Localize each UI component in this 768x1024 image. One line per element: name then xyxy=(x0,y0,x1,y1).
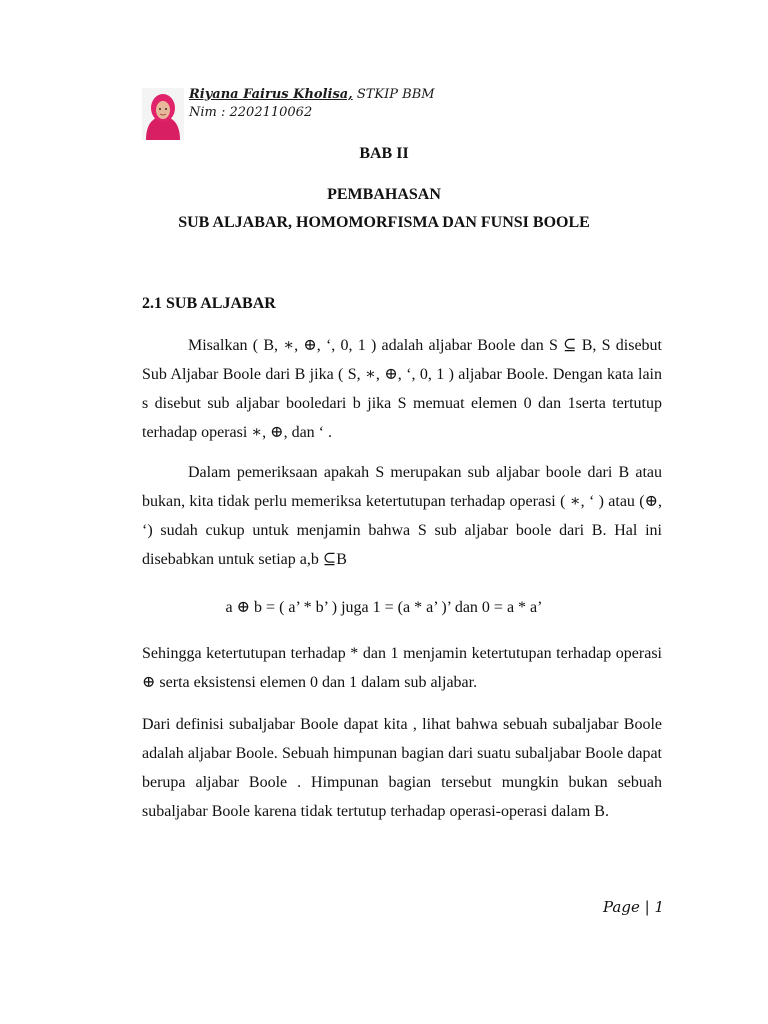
institution: STKIP BBM xyxy=(352,87,435,102)
author-lines xyxy=(189,86,435,122)
section-heading: 2.1 SUB ALJABAR xyxy=(142,295,276,312)
paragraph-definition xyxy=(142,331,662,447)
paragraph-closure xyxy=(142,458,662,574)
author-line xyxy=(189,86,435,104)
student-number: Nim : 2202110062 xyxy=(189,105,313,120)
chapter-subtitle: SUB ALJABAR, HOMOMORFISMA DAN FUNSI BOOLE xyxy=(178,214,590,231)
author-header xyxy=(142,86,542,140)
paragraph-conclusion: Dari definisi subaljabar Boole dapat kita , lihat bahwa sebuah subaljabar Boole adalah aljabar Boole. Sebuah himpunan bagian dari suatu subaljabar Boole dapat berupa aljabar Boole . Himpunan bagian tersebut mungkin bukan sebuah subaljabar Boole karena tidak tertutup terhadap operasi-operasi dalam B. xyxy=(142,716,662,820)
paragraph-text: Misalkan ( B, ∗, ⊕, ‘, 0, 1 ) adalah aljabar Boole dan S ⊆ B, S disebut Sub Aljabar Boole dari B jika ( S, ∗, ⊕, ‘, 0, 1 ) aljabar Boole. Dengan kata lain s disebut sub aljabar booledari b jika S memuat elemen 0 dan 1serta tertutup terhadap operasi ∗, ⊕, dan ‘ . xyxy=(142,337,662,441)
person-photo-icon xyxy=(142,88,184,140)
chapter-title: PEMBAHASAN xyxy=(327,186,441,203)
paragraph-text: Dalam pemeriksaan apakah S merupakan sub aljabar boole dari B atau bukan, kita tidak perlu memeriksa ketertutupan terhadap operasi ( ∗, ‘ ) atau (⊕, ‘) sudah cukup untuk menjamin bahwa S sub aljabar boole dari B. Hal ini disebabkan untuk setiap a,b ⊆B xyxy=(142,464,662,568)
chapter-heading: BAB II xyxy=(359,145,409,162)
author-name: Riyana Fairus Kholisa, xyxy=(189,87,353,102)
page-number: Page | 1 xyxy=(603,898,664,916)
paragraph-consequence: Sehingga ketertutupan terhadap * dan 1 menjamin ketertutupan terhadap operasi ⊕ serta eksistensi elemen 0 dan 1 dalam sub aljabar. xyxy=(142,645,662,691)
formula: a ⊕ b = ( a’ * b’ ) juga 1 = (a * a’ )’ dan 0 = a * a’ xyxy=(225,599,543,616)
